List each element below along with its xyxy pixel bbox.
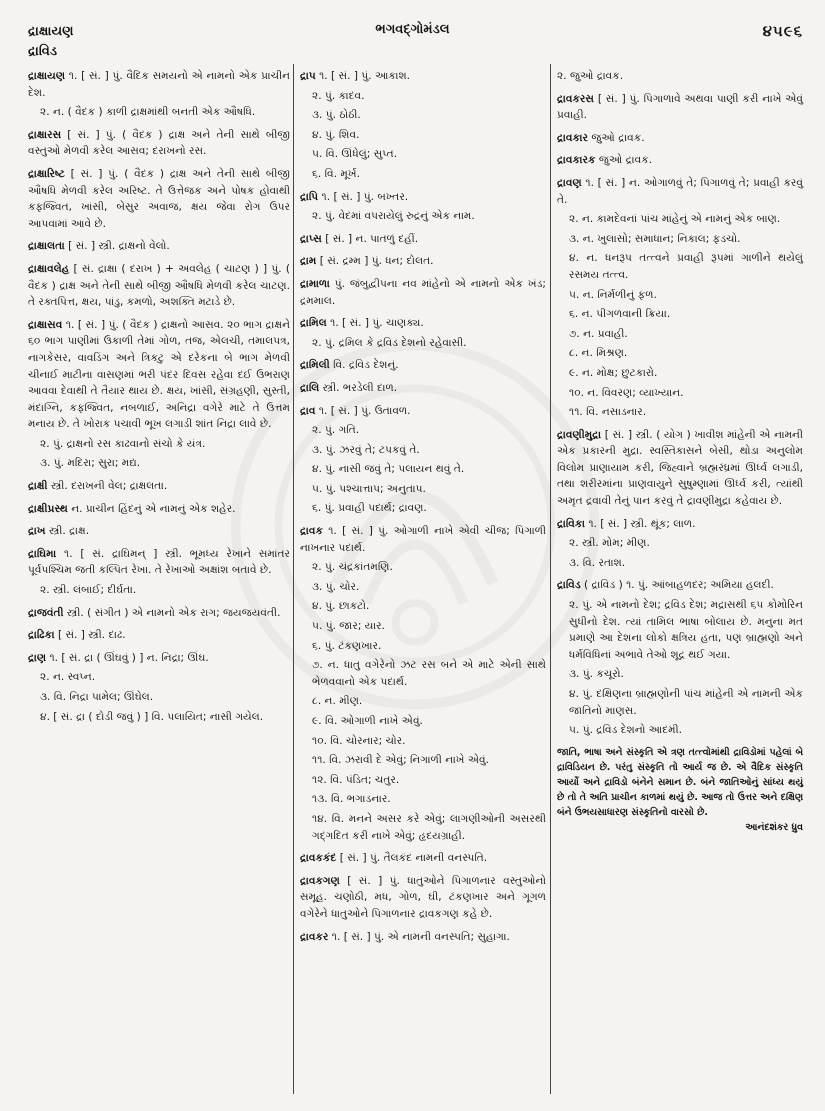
sense-text: ૫. પું. પશ્ચાત્તાપ; અનુતાપ.: [312, 482, 426, 495]
entry-definition: [557, 175, 803, 208]
entry-sense: [300, 618, 546, 635]
sense-text: ૪. ન. ધનરૂપ તત્ત્વને પ્રવાહી રૂપમાં ગાળીને થયેલું રસમય તત્ત્વ.: [569, 252, 803, 281]
entry-sense: [557, 535, 803, 552]
entry-definition: [557, 577, 803, 594]
sense-text: ૨. પું. દ્રમિલ કે દ્રવિડ દેશનો રહેવાસી.: [312, 336, 467, 349]
sense-text: ૧૪. વિ. મનને અસર કરે એવું; લાગણીઓની અસરથી ગદ્ગદિત કરી નાખે એવું; હૃદયગ્રાહી.: [312, 812, 546, 842]
sense-text: સ્ત્રી. દરાખની વેલ; દ્રાક્ષલતા.: [50, 480, 168, 493]
dictionary-entry: [28, 238, 290, 255]
entry-sense: [300, 579, 546, 596]
sense-text: ૪. પું. છાકટો.: [312, 600, 370, 613]
sense-text: ૬. ન. પીગળવાની ક્રિયા.: [569, 308, 671, 321]
entry-sense: [300, 638, 546, 655]
entry-sense: [300, 500, 546, 517]
sense-text: [ સં. ] પું. ધાતુઓને પિગાળનાર વસ્તુઓનો સમૂહ. ચણોઠી, મધ, ગોળ, ઘી, ટંકણખાર અને ગૂગળ વગેરેને ધાતુઓને પિગાળનાર દ્રાવકગણ કહે છે.: [300, 874, 546, 920]
sense-text: ૧૦. વિ. ચોરનાર; ચોર.: [312, 734, 406, 747]
entry-headword: દ્રાવકર: [300, 930, 329, 943]
sense-text: ૨. જુઓ દ્રાવક.: [557, 70, 624, 82]
entry-definition: [300, 315, 546, 332]
entry-sense: [557, 231, 803, 248]
dictionary-entry: [28, 166, 290, 232]
entry-headword: દ્રાક્ષાવલેહ: [28, 262, 70, 275]
sense-text: ૪. પું. નાસી જવું તે; પલાયન થવું તે.: [312, 463, 465, 476]
dictionary-entry: [300, 68, 546, 183]
entry-sense: [300, 752, 546, 769]
sense-text: ૩. ન. ખુલાસો; સમાધાન; નિકાલ; ફડચો.: [569, 232, 741, 245]
sense-text: ૧૧. વિ. ઝરાવી દે એવું; નિગાળી નાખે એવું.: [312, 754, 490, 767]
entry-sense: [28, 104, 290, 121]
dictionary-entry: [300, 315, 546, 351]
dictionary-entry: [28, 68, 290, 121]
sense-text: ૪. પું. શિવ.: [312, 128, 360, 141]
sense-text: [ સં. ] સ્ત્રી. દાઢ.: [57, 629, 126, 642]
sense-text: ૩. પું. ઠોઠી.: [312, 109, 361, 122]
sense-text: ૧૨. વિ. પંડિત; ચતુર.: [312, 773, 400, 786]
sense-text: [ સં. દ્રમ્મ ] પું. ધન; દોલત.: [319, 255, 434, 268]
sense-text: [ સં. ] પું. તૈલકંદ નામની વનસ્પતિ.: [339, 852, 488, 865]
sense-text: ૨. પું. ગતિ.: [312, 424, 360, 437]
entry-sense: [300, 772, 546, 789]
entry-sense: [28, 455, 290, 472]
sense-text: ૧. [ સં. ] સ્ત્રી. થૂંક; લાળ.: [588, 517, 696, 530]
sense-text: ૧૩. વિ. ભગાડનાર.: [312, 793, 391, 806]
sense-text: ૬. પું. પ્રવાહી પદાર્થ; દ્રાવણ.: [312, 502, 427, 515]
dictionary-entry: [557, 516, 803, 572]
entry-sense: [28, 582, 290, 599]
dictionary-entry: [557, 130, 803, 147]
entry-headword: દ્રાલિ: [300, 381, 320, 394]
sense-text: પું. જંબુદ્વીપના નવ માંહેનો એ નામનો એક ખંડ; દ્રમમાલ.: [300, 277, 546, 307]
sense-text: ૭. ન. ધાતુ વગેરેનો ઝટ રસ બને એ માટે એની સાથે ભેળવવાનો એક પદાર્થ.: [312, 659, 546, 688]
dictionary-entry: [300, 231, 546, 248]
dictionary-entry: [300, 523, 546, 844]
entry-definition: [300, 231, 546, 248]
entry-definition: [28, 501, 290, 518]
entry-headword: દ્રાક્ષાયણ: [28, 70, 66, 82]
entry-headword: દ્રાક્ષાસવ: [28, 318, 63, 331]
entry-headword: દ્રાવિડ: [557, 579, 581, 592]
entry-sense: [300, 127, 546, 144]
entry-sense: [557, 597, 803, 663]
sense-text: સ્ત્રી. ભરડેલી દાળ.: [322, 381, 398, 394]
entry-sense: [300, 811, 546, 844]
entry-sense: [300, 713, 546, 730]
dictionary-entry: [557, 577, 803, 738]
dictionary-entry: [28, 650, 290, 725]
sense-text: ૨. ન. કામદેવનાં પાંચ માંહેનું એ નામનું એક બાણ.: [569, 213, 781, 226]
entry-headword: દ્રાવકારક: [557, 154, 596, 167]
entry-sense: [300, 733, 546, 750]
dictionary-entry: [300, 253, 546, 270]
entry-headword: દ્રાજવંતી: [28, 606, 64, 619]
footnote-quote: [557, 745, 803, 835]
entry-headword: દ્રાવિકા: [557, 517, 585, 530]
dictionary-entry: [300, 276, 546, 309]
entry-headword: દ્રાવક: [300, 525, 323, 538]
sense-text: ૩. વિ. રતાશ.: [569, 556, 626, 569]
entry-headword: દ્રાવ: [300, 404, 316, 417]
sense-text: ૮. ન. મિશ્રણ.: [569, 347, 628, 360]
entry-headword: દ્રાપ્સ: [300, 232, 322, 245]
sense-text: સ્ત્રી. દ્રાક્ષ.: [48, 525, 90, 538]
entry-sense: [557, 686, 803, 719]
entry-headword: દ્રાઘિમા: [28, 547, 57, 560]
entry-sense: [300, 693, 546, 710]
entry-definition: [557, 68, 803, 85]
entry-definition: [28, 261, 290, 311]
sense-text: ૩. પું. ચોર.: [312, 580, 360, 593]
dictionary-entry: [300, 380, 546, 397]
entry-definition: [28, 650, 290, 667]
entry-definition: [300, 189, 546, 206]
entry-headword: દ્રાવણીમુદ્રા: [557, 428, 602, 441]
entry-definition: [557, 427, 803, 510]
sense-text: ૫. વિ. ઊંધેલું; સુપ્ત.: [312, 148, 398, 161]
entry-sense: [557, 345, 803, 362]
sense-text: ૨. પું. ચંદ્રકાંતમણિ.: [312, 561, 393, 574]
entry-sense: [300, 107, 546, 124]
entry-sense: [300, 442, 546, 459]
sense-text: ૨. સ્ત્રી. મોમ; મીણ.: [569, 537, 650, 550]
dictionary-entry: [28, 546, 290, 599]
dictionary-entry: [300, 403, 546, 518]
sense-text: ૬. પું. ટંકણખાર.: [312, 639, 382, 652]
entry-sense: [557, 306, 803, 323]
entry-definition: [28, 605, 290, 622]
entry-headword: દ્રાક્ષીપ્રસ્થ: [28, 502, 68, 515]
entry-definition: [28, 546, 290, 579]
column-divider: [550, 64, 551, 1094]
entry-definition: [300, 523, 546, 556]
entry-headword: દ્રામિલી: [300, 359, 330, 372]
sense-text: જુઓ દ્રાવક.: [598, 154, 653, 167]
sense-text: ૩. પું. કચૂરો.: [569, 668, 624, 681]
entry-sense: [28, 689, 290, 706]
sense-text: ૫. ન. નિર્મળીનું ફળ.: [569, 288, 657, 301]
sense-text: [ સં. ] પું. ( વૈદક ) દ્રાક્ષ અને તેની સાથે બીજી ઔષધિ મેળવી કરેલ અરિષ્ટ. તે ઉત્તેજક અને પોષક હોવાથી કફજ્વિત, ખાંસી, બેસુર અવાજ, ક્ષય જેવા રોગ ઉપર આપવામાં આવે છે.: [28, 167, 290, 230]
entry-sense: [300, 559, 546, 576]
dictionary-entry: [557, 427, 803, 510]
sense-text: ૩. વિ. નિદ્રા પામેલ; ઊંઘેલ.: [40, 691, 154, 703]
entry-headword: દ્રાક્ષાલતા: [28, 240, 65, 253]
entry-headword: દ્રાવકાર: [557, 131, 589, 144]
sense-text: [ સં. ] સ્ત્રી. ( યોગ ) ખાવીશ માંહેની એ નામની એક પ્રકારની મુદ્રા. સ્વસ્તિકાસને બેસી, થોડા અનુલોમ વિલોમ પ્રાણાયામ કરી, જિહ્વાને બ્રહ્મરંધ્રમાં ઊર્ધ્વ લગાડી, તથા શરીરમાંના પ્રાણવાયુને સુષુમ્ણામાં ઊર્ધ્વ કરી, ત્યાંથી અમૃત દ્રવાવી તેનું પાન કરવું તે દ્રાવણીમુદ્રા કહેવાય છે.: [557, 428, 803, 508]
entry-headword: દ્રાઢિકા: [28, 629, 55, 642]
entry-sense: [300, 598, 546, 615]
sense-text: ૧. [ સં. ] પું. બખ્તર.: [321, 190, 409, 203]
sense-text: [ સં. ] પું. પિગાળાવે અથવા પાણી કરી નાખે એવું પ્રવાહી.: [557, 92, 804, 122]
sense-text: ૧. [ સં. ] પું. ઓગાળી નાખે એવી ચીજ; પિગાળી નાખનાર પદાર્થ.: [300, 525, 546, 554]
entry-sense: [300, 422, 546, 439]
entry-definition: [557, 152, 803, 169]
entry-definition: [557, 91, 803, 124]
sense-text: સ્ત્રી. ( સંગીત ) એ નામનો એક રાગ; જયજયવંતી.: [66, 606, 281, 619]
dictionary-entry: [300, 929, 546, 946]
entry-sense: [300, 208, 546, 225]
sense-text: [ સં. ] ન. પાતળું દહીં.: [325, 232, 419, 245]
dictionary-entry: [300, 850, 546, 867]
entry-headword: દ્રાવકકંદ: [300, 852, 337, 865]
entry-definition: [28, 68, 290, 101]
sense-text: [ સં. ] પું. ( વૈદક ) દ્રાક્ષ અને તેની સાથે બીજી વસ્તુઓ મેળવી કરેલ આસવ; દરાખનો રસ.: [28, 128, 290, 158]
sense-text: ૧૦. ન. વિવરણ; વ્યાખ્યાન.: [569, 386, 684, 399]
dictionary-entry: [300, 873, 546, 923]
entry-definition: [300, 929, 546, 946]
entry-sense: [557, 287, 803, 304]
entry-definition: [557, 130, 803, 147]
entry-headword: દ્રામાળા: [300, 277, 330, 290]
sense-text: ૬. વિ. મૂર્ખ.: [312, 167, 360, 180]
entry-sense: [300, 481, 546, 498]
entry-headword: દ્રાણ: [28, 651, 47, 664]
entry-headword: દ્રાખ: [28, 525, 46, 538]
sense-text: ૨. સ્ત્રી. લંબાઈ; દીર્ઘતા.: [40, 584, 137, 597]
entry-sense: [557, 326, 803, 343]
sense-text: ૨. પું. એ નામનો દેશ; દ્રવિડ દેશ; મદ્રાસથી ૬૫ કોમોરિન સુધીનો દેશ. ત્યાં તામિલ ભાષા બોલાય છે. મનુના મત પ્રમાણે આ દેશના લોકો ક્ષત્રિય હતા, પણ બ્રાહ્મણો અને ધર્મવિધિનાં અભાવે તેઓ શૂદ્ર થઈ ગયા.: [569, 599, 803, 661]
sense-text: ૩. પું. ઝરવું તે; ટપકવું તે.: [312, 443, 420, 456]
entry-sense: [300, 166, 546, 183]
dictionary-entry: [28, 501, 290, 518]
dictionary-entry: [557, 91, 803, 124]
entry-sense: [557, 722, 803, 739]
sense-text: ૧. [ સં. દ્રાઘિમન્ ] સ્ત્રી. ભૂમધ્ય રેખાને સમાંતર પૂર્વપશ્ચિમ જતી કલ્પિત રેખા. તે રેખાઓ અક્ષાંશ બતાવે છે.: [28, 547, 290, 577]
sense-text: જુઓ દ્રાવક.: [591, 131, 645, 144]
entry-sense: [557, 555, 803, 572]
entry-definition: [300, 253, 546, 270]
sense-text: ( દ્રાવિડ ) ૧. પું. આંબાહળદર; અમિયા હલદી.: [584, 579, 774, 592]
sense-text: ૧૧. વિ. નસાડનાર.: [569, 406, 647, 419]
entry-headword: દ્રાવણ: [557, 176, 582, 189]
entry-headword: દ્રાક્ષારિષ્ટ: [28, 167, 65, 180]
dictionary-entry: [28, 317, 290, 472]
footnote-text: જાતિ, ભાષા અને સંસ્કૃતિ એ ત્રણ તત્ત્વોમાંથી દ્રાવિડોમાં પહેલાં બે દ્રાવિડિયન છે. પરંતુ સંસ્કૃતિ તો આર્ય જ છે. એ વૈદિક સંસ્કૃતિ આર્યો અને દ્રાવિડો બંનેને સમાન છે. બંને જાતિઓનું સાંધ્ય થયું છે તો તે અતિ પ્રાચીન કાળમાં થયું છે. આજ તો ઉત્તર અને દક્ષિણ બંને ઉભયસાધારણ સંસ્કૃતિનો વારસો છે.: [557, 746, 803, 818]
entry-definition: [300, 68, 546, 85]
dictionary-entry: [28, 605, 290, 622]
sense-text: ૭. ન. પ્રવાહી.: [569, 327, 628, 340]
dictionary-column-1: [28, 68, 290, 731]
dictionary-entry: [28, 523, 290, 540]
sense-text: ૨. પું. દ્રાક્ષનો રસ કાઢવાનો સંચો કે યંત્ર.: [40, 437, 206, 450]
entry-sense: [28, 669, 290, 686]
entry-definition: [28, 127, 290, 160]
sense-text: ૧. [ સં. ] પું. ( વૈદક ) દ્રાક્ષનો આસવ. ૨૦ ભાગ દ્રાક્ષને ૬૦ ભાગ પાણીમાં ઉકાળી તેમાં ગોળ, તજ, એલચી, તમાલપત્ર, નાગકેસર, વાવડિંગ અને ત્રિકટુ એ દરેકના બે ભાગ મેળવી ચીનાઈ માટીના વાસણમાં ભરી પંદર દિવસ રહેવા દઈ ઉભરાણ આવવા દેવાથી તે તૈયાર થાય છે. ક્ષય, ખાંસી, સંગ્રહણી, સુસ્તી, મંદાગ્નિ, કફજ્વિત, નબળાઈ, અનિદ્રા વગેરે માટે તે ઉત્તમ મનાય છે. તે ખોરાક પચાવી ભૂખ લગાડી શાંત નિદ્રા લાવે છે.: [28, 318, 290, 431]
entry-headword: દ્રાક્ષી: [28, 480, 48, 493]
entry-definition: [28, 317, 290, 433]
dictionary-entry: [28, 261, 290, 311]
dictionary-entry: [28, 127, 290, 160]
entry-definition: [300, 850, 546, 867]
entry-sense: [300, 461, 546, 478]
entry-definition: [300, 873, 546, 923]
sense-text: ૯. ન. મોક્ષ; છુટકારો.: [569, 366, 658, 379]
dictionary-column-3: [557, 68, 803, 835]
sense-text: ૨. પું. વેદમાં વપરાયેલું રુદ્રનું એક નામ.: [312, 210, 475, 223]
sense-text: ૩. પું. મદિરા; સુરા; મદ્ય.: [40, 457, 141, 470]
page-header: [0, 0, 825, 64]
entry-sense: [557, 666, 803, 683]
dictionary-column-2: [300, 68, 546, 951]
entry-definition: [28, 238, 290, 255]
sense-text: ૧. [ સં. ] પું. એ નામની વનસ્પતિ; સુહાગા.: [331, 930, 510, 943]
sense-text: ૮. ન. મીણ.: [312, 695, 363, 708]
entry-sense: [28, 709, 290, 726]
entry-sense: [300, 791, 546, 808]
entry-definition: [300, 276, 546, 309]
running-title: ભગવદ્ગોમંડલ: [375, 22, 450, 37]
entry-definition: [557, 516, 803, 533]
entry-definition: [300, 380, 546, 397]
sense-text: ૨. ન. સ્વપ્ન.: [40, 671, 96, 684]
entry-definition: [28, 478, 290, 495]
entry-sense: [557, 250, 803, 283]
sense-text: ૧. [ સં. ] પું. આકાશ.: [319, 70, 411, 82]
dictionary-entry: [557, 68, 803, 85]
dictionary-entry: [28, 627, 290, 644]
dictionary-entry: [300, 357, 546, 374]
sense-text: ૯. વિ. ઓગાળી નાખે એવું.: [312, 715, 423, 727]
sense-text: ૧. [ સં. દ્રા ( ઊંઘવું ) ] ન. નિદ્રા; ઊંઘ.: [49, 651, 209, 664]
sense-text: ૧. [ સં. ] પું. વૈદિક સમયનો એ નામનો એક પ્રાચીન દેશ.: [28, 70, 290, 99]
sense-text: [ સં. દ્રાક્ષા ( દરાખ ) + અવલેહ ( ચાટણ ) ] પું. ( વૈદક ) દ્રાક્ષ અને તેની સાથે બીજી ઔષધિ મેળવી કરેલ ચાટણ. તે રક્તપિત્ત, ક્ષય, પાંડુ, કમળો, અશક્તિ મટાડે છે.: [28, 262, 290, 309]
entry-headword: દ્રાપ: [300, 70, 316, 82]
entry-definition: [300, 403, 546, 420]
entry-sense: [300, 335, 546, 352]
entry-headword: દ્રાવકગણ: [300, 874, 340, 887]
entry-definition: [300, 357, 546, 374]
entry-headword: દ્રાપિ: [300, 190, 319, 203]
dictionary-entry: [557, 175, 803, 421]
sense-text: ૫. પું. દ્રવિડ દેશનો આદમી.: [569, 724, 683, 737]
guide-word-last: દ્રાવિડ: [28, 44, 58, 59]
entry-definition: [28, 523, 290, 540]
sense-text: ૧. [ સં. ] પું. ચાણક્ય.: [330, 317, 424, 330]
dictionary-entry: [557, 152, 803, 169]
entry-sense: [557, 211, 803, 228]
sense-text: ૧. [ સં. ] પું. ઉતાવળ.: [318, 404, 411, 417]
dictionary-entry: [300, 189, 546, 225]
entry-definition: [28, 166, 290, 232]
entry-headword: દ્રામ: [300, 255, 317, 268]
entry-definition: [28, 627, 290, 644]
page-number: ૪૫૯૬: [762, 22, 803, 40]
sense-text: ૪. પું. દક્ષિણના બ્રાહ્મણોની પાંચ માંહેની એ નામની એક જાતિનો માણસ.: [569, 688, 803, 717]
entry-sense: [300, 146, 546, 163]
column-divider: [293, 64, 294, 1094]
sense-text: ૪. [ સં. દ્રા ( દોડી જવું ) ] વિ. પલાયિત; નાસી ગયેલ.: [40, 710, 264, 723]
sense-text: ૫. પું. જાર; યાર.: [312, 620, 385, 633]
guide-word-first: દ્રાક્ષાયણ: [28, 24, 74, 39]
sense-text: [ સં. ] સ્ત્રી. દ્રાક્ષનો વેલો.: [68, 240, 170, 253]
dictionary-entry: [28, 478, 290, 495]
entry-sense: [300, 657, 546, 690]
entry-headword: દ્રામિલ: [300, 317, 327, 330]
entry-sense: [557, 365, 803, 382]
entry-sense: [557, 404, 803, 421]
sense-text: ન. પ્રાચીન હિંદનું એ નામનું એક શહેર.: [71, 502, 236, 515]
entry-sense: [300, 88, 546, 105]
footnote-signer: આનંદશંકર ધ્રુવ: [745, 821, 803, 833]
entry-sense: [557, 385, 803, 402]
entry-headword: દ્રાક્ષારસ: [28, 128, 62, 141]
entry-sense: [28, 436, 290, 453]
sense-text: ૨. પું. કાદવ.: [312, 89, 365, 102]
entry-headword: દ્રાવકરસ: [557, 92, 594, 105]
sense-text: ૧. [ સં. ] ન. ઓગાળવું તે; પિગાળવું તે; પ્રવાહી કરવું તે.: [557, 176, 803, 206]
sense-text: ૨. ન. ( વૈદક ) કાળી દ્રાક્ષમાંથી બનતી એક ઔષધિ.: [40, 106, 256, 119]
sense-text: વિ. દ્રવિડ દેશનું.: [333, 359, 399, 372]
